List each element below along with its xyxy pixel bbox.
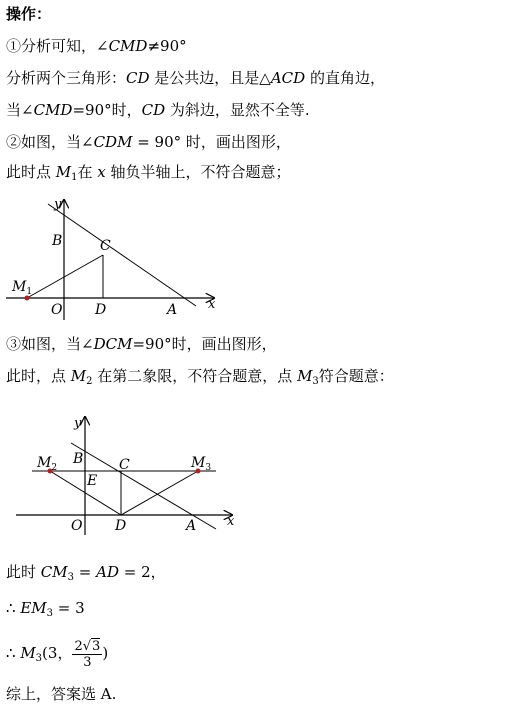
line-2: 分析两个三角形：CD 是公共边，且是△ACD 的直角边， [6, 69, 385, 87]
line-6: ③如图，当∠DCM=90°时，画出图形， [6, 335, 277, 353]
line-10: ∴ $M_3(3$， $\frac{2√3}{3}$ ) [6, 638, 109, 670]
heading: 操作： [6, 5, 52, 23]
line-8: 此时 $CM_3$ = AD = 2， [6, 563, 166, 583]
figure-2 [0, 405, 250, 545]
line-3: 当∠CMD=90°时，CD 为斜边，显然不全等. [6, 101, 310, 119]
line-ba [48, 204, 196, 306]
label-d: D [115, 518, 127, 534]
label-o: O [51, 302, 63, 318]
line-4: ②如图，当∠CDM = 90° 时，画出图形， [6, 133, 291, 151]
label-x: x [208, 297, 216, 312]
label-m2: $M_2$ [37, 455, 58, 473]
label-e: E [87, 473, 98, 489]
label-x: x [227, 514, 235, 529]
line-9: ∴ $EM_3 = 3$ [6, 599, 85, 619]
label-y: y [54, 197, 62, 212]
label-y: y [74, 416, 82, 431]
label-m3: $M_3$ [191, 455, 212, 473]
label-a: A [186, 518, 197, 534]
line-1: ①分析可知，∠CMD≠90° [6, 37, 187, 55]
label-m1: $M_1$ [12, 279, 33, 297]
line-5: 此时点 $M_1$在 x 轴负半轴上，不符合题意； [6, 163, 291, 183]
fraction: $\frac{2√3}{3}$ [74, 638, 101, 670]
line-11: 综上，答案选 A. [6, 685, 117, 703]
figure-1 [0, 190, 240, 330]
segment-m1c [27, 255, 103, 298]
label-a: A [167, 302, 178, 318]
label-b: B [73, 451, 84, 467]
label-c: C [100, 238, 111, 254]
label-d: D [95, 302, 107, 318]
label-b: B [52, 233, 63, 249]
label-o: O [71, 518, 83, 534]
segment-dm3 [121, 471, 198, 515]
label-c: C [119, 457, 130, 473]
line-7: 此时，点 $M_2$ 在第二象限，不符合题意，点 $M_3$符合题意： [6, 367, 394, 387]
